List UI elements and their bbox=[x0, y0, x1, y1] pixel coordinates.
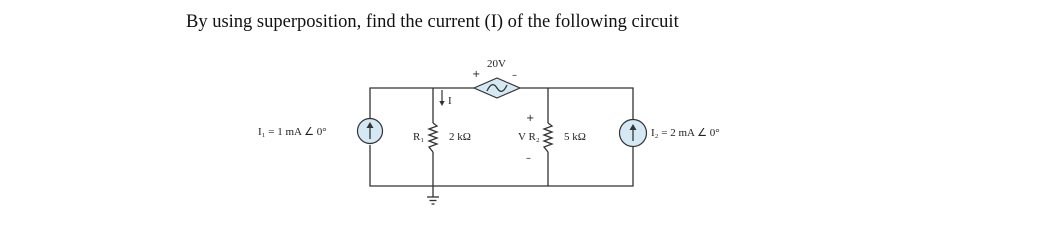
r2-minus-sign: – bbox=[526, 153, 531, 164]
resistor-r1 bbox=[429, 123, 437, 152]
r2-plus-sign: + bbox=[526, 113, 535, 124]
current-source-i2 bbox=[620, 120, 647, 147]
current-source-i1 bbox=[358, 119, 383, 144]
current-i-label: I bbox=[448, 95, 452, 107]
ground-icon bbox=[427, 197, 439, 204]
arrow-down-icon bbox=[439, 101, 444, 106]
voltage-plus-sign: + bbox=[472, 69, 481, 80]
current-i-arrow bbox=[439, 90, 444, 106]
source-i1-label: I₁ = 1 mA ∠ 0° bbox=[258, 126, 327, 138]
r1-value: 2 kΩ bbox=[449, 131, 471, 143]
r2-value: 5 kΩ bbox=[564, 131, 586, 143]
voltage-minus-sign: – bbox=[512, 70, 517, 81]
r1-name: R₁ bbox=[413, 131, 425, 143]
voltage-source-20v bbox=[474, 78, 520, 98]
r2-name: V R₂ bbox=[518, 131, 540, 143]
wires bbox=[370, 88, 633, 197]
source-i2-label: I₂ = 2 mA ∠ 0° bbox=[651, 127, 720, 139]
resistor-r2 bbox=[544, 123, 552, 152]
voltage-source-label: 20V bbox=[487, 58, 506, 70]
problem-statement: By using superposition, find the current (I) of the following circuit bbox=[186, 12, 679, 32]
